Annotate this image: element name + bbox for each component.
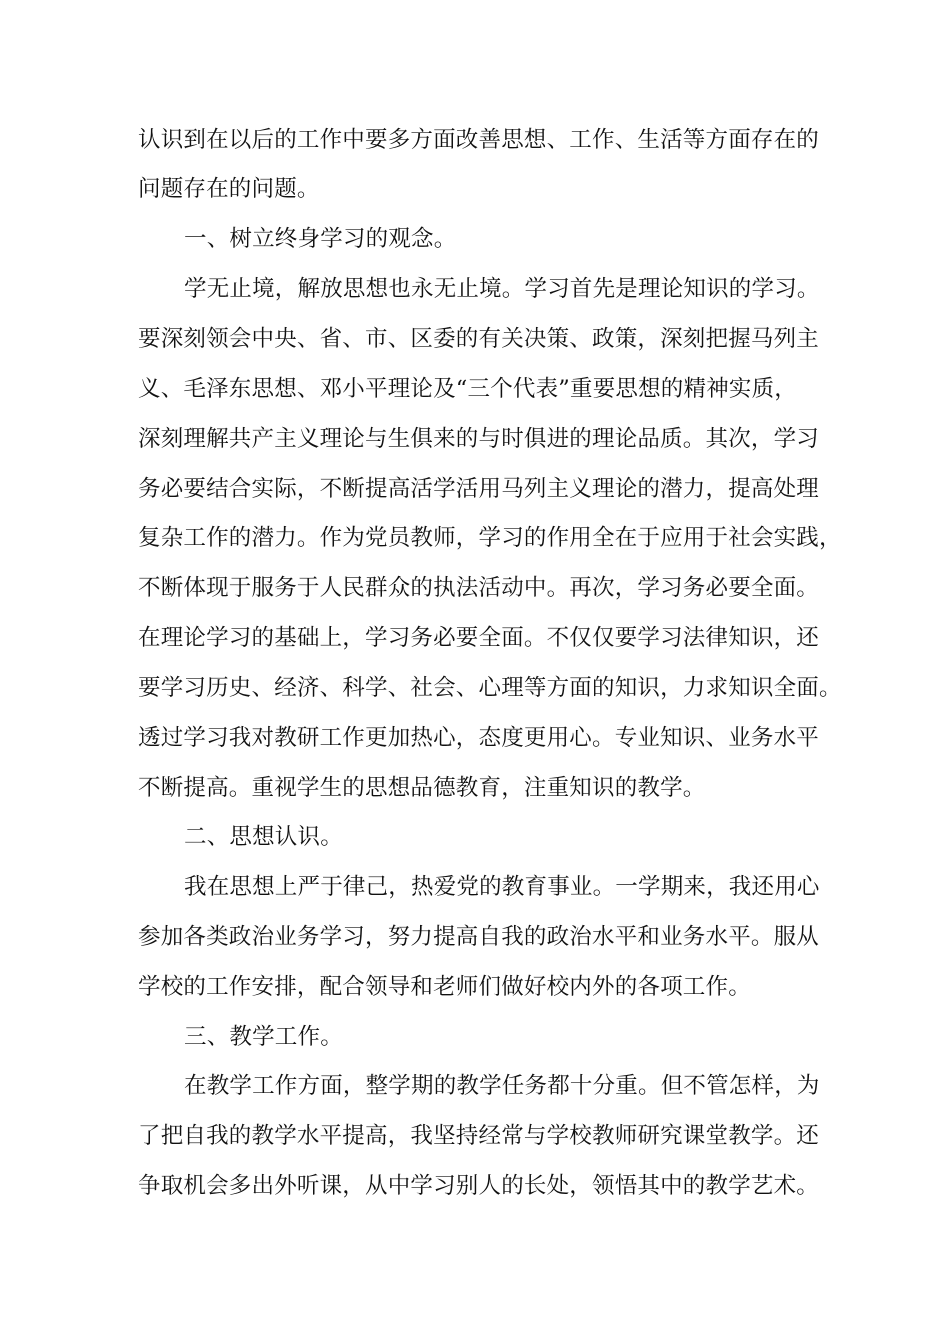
paragraph-line: 了把自我的教学水平提高，我坚持经常与学校教师研究课堂教学。还	[138, 1123, 820, 1149]
section-heading: 一、树立终身学习的观念。	[184, 226, 457, 252]
paragraph-line: 要学习历史、经济、科学、社会、心理等方面的知识，力求知识全面。	[138, 675, 842, 701]
paragraph-line: 参加各类政治业务学习，努力提高自我的政治水平和业务水平。服从	[138, 924, 820, 950]
paragraph-line: 争取机会多出外听课，从中学习别人的长处，领悟其中的教学艺术。	[138, 1173, 820, 1199]
paragraph-line: 不断提高。重视学生的思想品德教育，注重知识的教学。	[138, 775, 706, 801]
paragraph-line: 深刻理解共产主义理论与生俱来的与时俱进的理论品质。其次，学习	[138, 426, 820, 452]
paragraph-line: 义、毛泽东思想、邓小平理论及“三个代表”重要思想的精神实质，	[138, 376, 798, 402]
paragraph-line: 学校的工作安排，配合领导和老师们做好校内外的各项工作。	[138, 974, 751, 1000]
paragraph-line: 在教学工作方面，整学期的教学任务都十分重。但不管怎样，为	[184, 1073, 820, 1099]
paragraph-line: 问题存在的问题。	[138, 176, 320, 202]
paragraph-line: 不断体现于服务于人民群众的执法活动中。再次，学习务必要全面。	[138, 575, 820, 601]
paragraph-line: 在理论学习的基础上，学习务必要全面。不仅仅要学习法律知识，还	[138, 625, 820, 651]
paragraph-line: 学无止境，解放思想也永无止境。学习首先是理论知识的学习。	[184, 276, 820, 302]
paragraph-line: 认识到在以后的工作中要多方面改善思想、工作、生活等方面存在的	[138, 127, 820, 153]
section-heading: 三、教学工作。	[184, 1024, 343, 1050]
paragraph-line: 务必要结合实际，不断提高活学活用马列主义理论的潜力，提高处理	[138, 476, 820, 502]
section-heading: 二、思想认识。	[184, 824, 343, 850]
paragraph-line: 我在思想上严于律己，热爱党的教育事业。一学期来，我还用心	[184, 874, 820, 900]
paragraph-line: 要深刻领会中央、省、市、区委的有关决策、政策，深刻把握马列主	[138, 326, 820, 352]
paragraph-line: 透过学习我对教研工作更加热心，态度更用心。专业知识、业务水平	[138, 725, 820, 751]
paragraph-line: 复杂工作的潜力。作为党员教师，学习的作用全在于应用于社会实践，	[138, 525, 842, 551]
